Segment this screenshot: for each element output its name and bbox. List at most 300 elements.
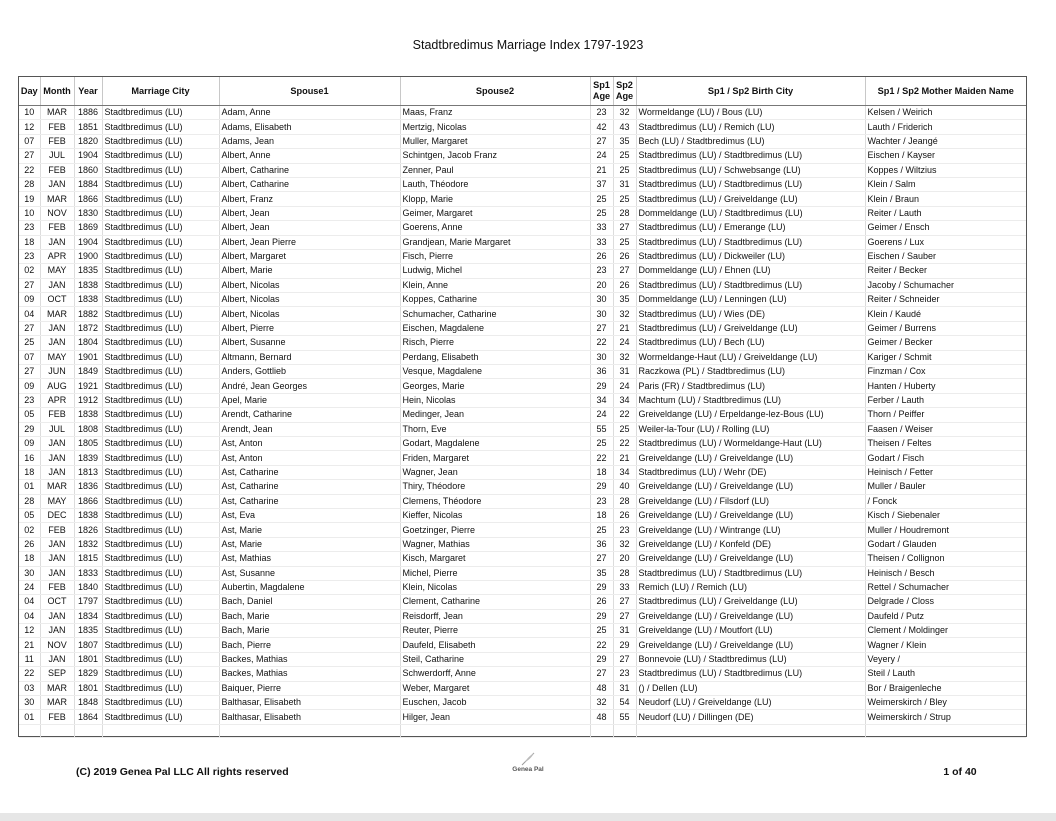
cell-sp1-age: 24 xyxy=(590,408,613,422)
cell-sp1-age: 22 xyxy=(590,638,613,652)
cell-year: 1838 xyxy=(74,278,102,292)
cell-spouse2: Koppes, Catharine xyxy=(400,293,590,307)
cell-sp1-age: 29 xyxy=(590,480,613,494)
cell-year: 1904 xyxy=(74,235,102,249)
cell-marriage-city: Stadtbredimus (LU) xyxy=(102,710,219,724)
cell-month: NOV xyxy=(40,206,74,220)
cell-birth-city: Neudorf (LU) / Greiveldange (LU) xyxy=(636,696,865,710)
table-row xyxy=(19,278,1026,292)
header-day: Day xyxy=(19,77,40,106)
cell-mother-maiden-name: Reiter / Becker xyxy=(865,264,1026,278)
cell-month: JAN xyxy=(40,177,74,191)
cell-mother-maiden-name: Heinisch / Fetter xyxy=(865,465,1026,479)
cell-birth-city: Stadtbredimus (LU) / Emerange (LU) xyxy=(636,221,865,235)
cell-sp2-age: 27 xyxy=(613,609,636,623)
cell-sp2-age: 34 xyxy=(613,465,636,479)
cell-spouse2: Reuter, Pierre xyxy=(400,624,590,638)
cell-spouse1: Albert, Nicolas xyxy=(219,278,400,292)
cell-month: JAN xyxy=(40,537,74,551)
cell-mother-maiden-name: Klein / Braun xyxy=(865,192,1026,206)
cell-birth-city: Stadtbredimus (LU) / Stadtbredimus (LU) xyxy=(636,177,865,191)
cell-sp1-age: 30 xyxy=(590,307,613,321)
cell-marriage-city: Stadtbredimus (LU) xyxy=(102,537,219,551)
table-filler-row xyxy=(19,724,1026,737)
table-row xyxy=(19,149,1026,163)
cell-sp1-age: 36 xyxy=(590,537,613,551)
cell-day: 05 xyxy=(19,408,40,422)
empty-cell xyxy=(219,724,400,737)
cell-day: 22 xyxy=(19,667,40,681)
cell-spouse1: Albert, Nicolas xyxy=(219,307,400,321)
cell-sp1-age: 29 xyxy=(590,652,613,666)
cell-month: FEB xyxy=(40,120,74,134)
cell-sp1-age: 20 xyxy=(590,278,613,292)
cell-sp2-age: 40 xyxy=(613,480,636,494)
cell-spouse1: Albert, Margaret xyxy=(219,249,400,263)
cell-day: 09 xyxy=(19,293,40,307)
cell-spouse2: Fisch, Pierre xyxy=(400,249,590,263)
cell-mother-maiden-name: Eischen / Kayser xyxy=(865,149,1026,163)
header-year: Year xyxy=(74,77,102,106)
cell-sp1-age: 22 xyxy=(590,451,613,465)
feather-icon xyxy=(519,752,537,766)
cell-sp1-age: 30 xyxy=(590,350,613,364)
cell-marriage-city: Stadtbredimus (LU) xyxy=(102,106,219,120)
cell-sp1-age: 18 xyxy=(590,508,613,522)
cell-mother-maiden-name: Kelsen / Weirich xyxy=(865,106,1026,120)
cell-mother-maiden-name: Eischen / Sauber xyxy=(865,249,1026,263)
table-row xyxy=(19,652,1026,666)
cell-month: JAN xyxy=(40,624,74,638)
cell-spouse2: Goerens, Anne xyxy=(400,221,590,235)
cell-marriage-city: Stadtbredimus (LU) xyxy=(102,149,219,163)
cell-sp2-age: 32 xyxy=(613,307,636,321)
cell-spouse2: Klein, Nicolas xyxy=(400,580,590,594)
cell-spouse2: Thorn, Eve xyxy=(400,422,590,436)
cell-day: 10 xyxy=(19,106,40,120)
cell-day: 04 xyxy=(19,307,40,321)
cell-sp1-age: 27 xyxy=(590,321,613,335)
table-row xyxy=(19,667,1026,681)
cell-spouse2: Perdang, Elisabeth xyxy=(400,350,590,364)
cell-mother-maiden-name: Theisen / Feltes xyxy=(865,436,1026,450)
table-row xyxy=(19,710,1026,724)
cell-day: 18 xyxy=(19,552,40,566)
cell-month: SEP xyxy=(40,667,74,681)
cell-mother-maiden-name: Steil / Lauth xyxy=(865,667,1026,681)
page-number: 1 of 40 xyxy=(943,766,977,778)
cell-mother-maiden-name: Geimer / Burrens xyxy=(865,321,1026,335)
table-row xyxy=(19,480,1026,494)
cell-birth-city: Greiveldange (LU) / Filsdorf (LU) xyxy=(636,494,865,508)
cell-birth-city: Stadtbredimus (LU) / Greiveldange (LU) xyxy=(636,321,865,335)
cell-marriage-city: Stadtbredimus (LU) xyxy=(102,624,219,638)
table-row xyxy=(19,595,1026,609)
cell-day: 02 xyxy=(19,523,40,537)
cell-marriage-city: Stadtbredimus (LU) xyxy=(102,465,219,479)
cell-marriage-city: Stadtbredimus (LU) xyxy=(102,192,219,206)
cell-spouse2: Clemens, Théodore xyxy=(400,494,590,508)
cell-year: 1851 xyxy=(74,120,102,134)
cell-month: FEB xyxy=(40,163,74,177)
cell-sp1-age: 37 xyxy=(590,177,613,191)
cell-spouse2: Mertzig, Nicolas xyxy=(400,120,590,134)
cell-year: 1839 xyxy=(74,451,102,465)
cell-month: MAR xyxy=(40,480,74,494)
cell-sp1-age: 25 xyxy=(590,624,613,638)
cell-spouse1: Albert, Susanne xyxy=(219,336,400,350)
cell-sp2-age: 31 xyxy=(613,177,636,191)
cell-birth-city: Stadtbredimus (LU) / Wormeldange-Haut (LU) xyxy=(636,436,865,450)
cell-birth-city: Greiveldange (LU) / Erpeldange-lez-Bous (LU) xyxy=(636,408,865,422)
cell-birth-city: Greiveldange (LU) / Greiveldange (LU) xyxy=(636,638,865,652)
header-marriage-city: Marriage City xyxy=(102,77,219,106)
cell-spouse2: Wagner, Jean xyxy=(400,465,590,479)
cell-spouse1: Albert, Jean xyxy=(219,206,400,220)
cell-spouse2: Goetzinger, Pierre xyxy=(400,523,590,537)
cell-marriage-city: Stadtbredimus (LU) xyxy=(102,652,219,666)
cell-marriage-city: Stadtbredimus (LU) xyxy=(102,365,219,379)
cell-marriage-city: Stadtbredimus (LU) xyxy=(102,134,219,148)
table-row xyxy=(19,192,1026,206)
cell-spouse1: Bach, Marie xyxy=(219,624,400,638)
cell-month: FEB xyxy=(40,580,74,594)
cell-sp1-age: 27 xyxy=(590,667,613,681)
cell-birth-city: Stadtbredimus (LU) / Dickweiler (LU) xyxy=(636,249,865,263)
cell-spouse2: Steil, Catharine xyxy=(400,652,590,666)
page-title: Stadtbredimus Marriage Index 1797-1923 xyxy=(412,38,644,52)
cell-year: 1836 xyxy=(74,480,102,494)
empty-cell xyxy=(613,724,636,737)
cell-mother-maiden-name: Weimerskirch / Bley xyxy=(865,696,1026,710)
cell-month: OCT xyxy=(40,595,74,609)
cell-spouse1: Anders, Gottlieb xyxy=(219,365,400,379)
cell-spouse2: Clement, Catharine xyxy=(400,595,590,609)
cell-mother-maiden-name: Clement / Moldinger xyxy=(865,624,1026,638)
logo-text: Genea Pal xyxy=(512,766,544,773)
cell-spouse1: Bach, Marie xyxy=(219,609,400,623)
cell-marriage-city: Stadtbredimus (LU) xyxy=(102,696,219,710)
cell-mother-maiden-name: Wachter / Jeangé xyxy=(865,134,1026,148)
cell-sp2-age: 27 xyxy=(613,652,636,666)
cell-day: 23 xyxy=(19,393,40,407)
cell-mother-maiden-name: Delgrade / Closs xyxy=(865,595,1026,609)
cell-spouse2: Friden, Margaret xyxy=(400,451,590,465)
cell-mother-maiden-name: Ferber / Lauth xyxy=(865,393,1026,407)
cell-day: 26 xyxy=(19,537,40,551)
cell-spouse2: Lauth, Théodore xyxy=(400,177,590,191)
cell-mother-maiden-name: Muller / Bauler xyxy=(865,480,1026,494)
cell-spouse2: Weber, Margaret xyxy=(400,681,590,695)
header-sp1-age-line1: Sp1 xyxy=(593,80,610,90)
cell-birth-city: Greiveldange (LU) / Konfeld (DE) xyxy=(636,537,865,551)
cell-birth-city: Paris (FR) / Stadtbredimus (LU) xyxy=(636,379,865,393)
header-sp2-age-line2: Age xyxy=(615,91,634,101)
cell-birth-city: Neudorf (LU) / Dillingen (DE) xyxy=(636,710,865,724)
cell-day: 18 xyxy=(19,465,40,479)
cell-sp2-age: 27 xyxy=(613,264,636,278)
table-row xyxy=(19,177,1026,191)
cell-mother-maiden-name: Muller / Houdremont xyxy=(865,523,1026,537)
cell-mother-maiden-name: Lauth / Friderich xyxy=(865,120,1026,134)
cell-spouse1: Ast, Susanne xyxy=(219,566,400,580)
cell-spouse1: Arendt, Catharine xyxy=(219,408,400,422)
header-birth-city: Sp1 / Sp2 Birth City xyxy=(636,77,865,106)
table-row xyxy=(19,494,1026,508)
cell-day: 07 xyxy=(19,134,40,148)
cell-sp2-age: 28 xyxy=(613,566,636,580)
cell-marriage-city: Stadtbredimus (LU) xyxy=(102,523,219,537)
cell-day: 04 xyxy=(19,595,40,609)
cell-marriage-city: Stadtbredimus (LU) xyxy=(102,249,219,263)
cell-month: MAR xyxy=(40,696,74,710)
cell-mother-maiden-name: Godart / Glauden xyxy=(865,537,1026,551)
cell-marriage-city: Stadtbredimus (LU) xyxy=(102,580,219,594)
cell-day: 23 xyxy=(19,221,40,235)
cell-sp2-age: 31 xyxy=(613,681,636,695)
cell-marriage-city: Stadtbredimus (LU) xyxy=(102,508,219,522)
cell-spouse1: Aubertin, Magdalene xyxy=(219,580,400,594)
cell-day: 27 xyxy=(19,365,40,379)
cell-marriage-city: Stadtbredimus (LU) xyxy=(102,393,219,407)
table-row xyxy=(19,336,1026,350)
table-row xyxy=(19,307,1026,321)
cell-sp2-age: 29 xyxy=(613,638,636,652)
cell-birth-city: Bonnevoie (LU) / Stadtbredimus (LU) xyxy=(636,652,865,666)
cell-spouse2: Geimer, Margaret xyxy=(400,206,590,220)
cell-birth-city: Dommeldange (LU) / Lenningen (LU) xyxy=(636,293,865,307)
table-row xyxy=(19,206,1026,220)
header-sp2-age xyxy=(613,77,636,106)
cell-mother-maiden-name: Veyery / xyxy=(865,652,1026,666)
cell-sp2-age: 28 xyxy=(613,494,636,508)
cell-sp1-age: 21 xyxy=(590,163,613,177)
table-row xyxy=(19,580,1026,594)
cell-marriage-city: Stadtbredimus (LU) xyxy=(102,408,219,422)
cell-mother-maiden-name: Thorn / Peiffer xyxy=(865,408,1026,422)
cell-day: 05 xyxy=(19,508,40,522)
cell-marriage-city: Stadtbredimus (LU) xyxy=(102,566,219,580)
cell-month: MAR xyxy=(40,106,74,120)
cell-month: JAN xyxy=(40,609,74,623)
cell-birth-city: Stadtbredimus (LU) / Greiveldange (LU) xyxy=(636,192,865,206)
cell-month: APR xyxy=(40,393,74,407)
cell-year: 1838 xyxy=(74,408,102,422)
cell-day: 16 xyxy=(19,451,40,465)
cell-day: 21 xyxy=(19,638,40,652)
cell-year: 1872 xyxy=(74,321,102,335)
cell-birth-city: () / Dellen (LU) xyxy=(636,681,865,695)
cell-day: 24 xyxy=(19,580,40,594)
cell-sp2-age: 26 xyxy=(613,508,636,522)
cell-sp2-age: 25 xyxy=(613,422,636,436)
empty-cell xyxy=(40,724,74,737)
table-row xyxy=(19,379,1026,393)
cell-month: FEB xyxy=(40,710,74,724)
cell-sp1-age: 27 xyxy=(590,134,613,148)
cell-day: 09 xyxy=(19,436,40,450)
cell-month: JAN xyxy=(40,321,74,335)
cell-birth-city: Greiveldange (LU) / Greiveldange (LU) xyxy=(636,609,865,623)
cell-sp2-age: 25 xyxy=(613,235,636,249)
cell-spouse1: Ast, Marie xyxy=(219,537,400,551)
cell-birth-city: Stadtbredimus (LU) / Stadtbredimus (LU) xyxy=(636,235,865,249)
cell-spouse1: Albert, Catharine xyxy=(219,177,400,191)
cell-birth-city: Stadtbredimus (LU) / Stadtbredimus (LU) xyxy=(636,667,865,681)
cell-marriage-city: Stadtbredimus (LU) xyxy=(102,595,219,609)
cell-year: 1835 xyxy=(74,264,102,278)
cell-marriage-city: Stadtbredimus (LU) xyxy=(102,379,219,393)
cell-spouse1: Arendt, Jean xyxy=(219,422,400,436)
cell-day: 11 xyxy=(19,652,40,666)
cell-month: AUG xyxy=(40,379,74,393)
empty-cell xyxy=(590,724,613,737)
cell-year: 1807 xyxy=(74,638,102,652)
cell-month: MAY xyxy=(40,264,74,278)
cell-spouse2: Maas, Franz xyxy=(400,106,590,120)
cell-day: 12 xyxy=(19,624,40,638)
cell-sp2-age: 32 xyxy=(613,350,636,364)
cell-month: JAN xyxy=(40,552,74,566)
header-spouse1: Spouse1 xyxy=(219,77,400,106)
cell-spouse2: Klopp, Marie xyxy=(400,192,590,206)
cell-year: 1804 xyxy=(74,336,102,350)
table-row xyxy=(19,537,1026,551)
cell-day: 29 xyxy=(19,422,40,436)
cell-spouse2: Klein, Anne xyxy=(400,278,590,292)
cell-year: 1904 xyxy=(74,149,102,163)
cell-spouse1: Albert, Catharine xyxy=(219,163,400,177)
cell-spouse2: Vesque, Magdalene xyxy=(400,365,590,379)
cell-year: 1901 xyxy=(74,350,102,364)
cell-month: JAN xyxy=(40,652,74,666)
cell-birth-city: Stadtbredimus (LU) / Greiveldange (LU) xyxy=(636,595,865,609)
cell-year: 1886 xyxy=(74,106,102,120)
empty-cell xyxy=(74,724,102,737)
cell-spouse1: Bach, Daniel xyxy=(219,595,400,609)
table-row xyxy=(19,249,1026,263)
cell-month: JAN xyxy=(40,566,74,580)
table-row xyxy=(19,365,1026,379)
cell-spouse1: Adam, Anne xyxy=(219,106,400,120)
cell-sp1-age: 25 xyxy=(590,523,613,537)
cell-sp2-age: 43 xyxy=(613,120,636,134)
cell-marriage-city: Stadtbredimus (LU) xyxy=(102,638,219,652)
cell-day: 02 xyxy=(19,264,40,278)
cell-mother-maiden-name: Heinisch / Besch xyxy=(865,566,1026,580)
table-row xyxy=(19,465,1026,479)
cell-birth-city: Greiveldange (LU) / Moutfort (LU) xyxy=(636,624,865,638)
cell-sp1-age: 27 xyxy=(590,552,613,566)
cell-year: 1829 xyxy=(74,667,102,681)
cell-mother-maiden-name: Hanten / Huberty xyxy=(865,379,1026,393)
cell-month: JUN xyxy=(40,365,74,379)
cell-mother-maiden-name: Koppes / Wiltzius xyxy=(865,163,1026,177)
cell-sp2-age: 26 xyxy=(613,278,636,292)
cell-year: 1835 xyxy=(74,624,102,638)
empty-cell xyxy=(636,724,865,737)
cell-year: 1834 xyxy=(74,609,102,623)
cell-spouse2: Muller, Margaret xyxy=(400,134,590,148)
cell-spouse1: Backes, Mathias xyxy=(219,652,400,666)
cell-mother-maiden-name: Kisch / Siebenaler xyxy=(865,508,1026,522)
cell-month: JAN xyxy=(40,235,74,249)
cell-sp1-age: 42 xyxy=(590,120,613,134)
header-mother-maiden-name: Sp1 / Sp2 Mother Maiden Name xyxy=(865,77,1026,106)
cell-sp1-age: 23 xyxy=(590,264,613,278)
cell-sp2-age: 35 xyxy=(613,293,636,307)
cell-marriage-city: Stadtbredimus (LU) xyxy=(102,321,219,335)
cell-birth-city: Greiveldange (LU) / Wintrange (LU) xyxy=(636,523,865,537)
table-row xyxy=(19,422,1026,436)
cell-spouse2: Schwerdorff, Anne xyxy=(400,667,590,681)
cell-mother-maiden-name: Klein / Salm xyxy=(865,177,1026,191)
cell-month: JAN xyxy=(40,436,74,450)
table-row xyxy=(19,264,1026,278)
cell-spouse1: Balthasar, Elisabeth xyxy=(219,696,400,710)
cell-sp2-age: 24 xyxy=(613,336,636,350)
cell-spouse1: Albert, Anne xyxy=(219,149,400,163)
cell-month: MAY xyxy=(40,350,74,364)
cell-sp1-age: 29 xyxy=(590,379,613,393)
cell-spouse1: Adams, Jean xyxy=(219,134,400,148)
cell-birth-city: Weiler-la-Tour (LU) / Rolling (LU) xyxy=(636,422,865,436)
cell-marriage-city: Stadtbredimus (LU) xyxy=(102,206,219,220)
cell-sp1-age: 25 xyxy=(590,206,613,220)
cell-day: 18 xyxy=(19,235,40,249)
cell-birth-city: Stadtbredimus (LU) / Stadtbredimus (LU) xyxy=(636,149,865,163)
cell-spouse1: Bach, Pierre xyxy=(219,638,400,652)
cell-spouse1: Ast, Anton xyxy=(219,436,400,450)
table-row xyxy=(19,696,1026,710)
cell-birth-city: Stadtbredimus (LU) / Stadtbredimus (LU) xyxy=(636,278,865,292)
table-row xyxy=(19,163,1026,177)
cell-year: 1808 xyxy=(74,422,102,436)
cell-spouse1: Ast, Catharine xyxy=(219,465,400,479)
cell-sp2-age: 32 xyxy=(613,537,636,551)
cell-year: 1838 xyxy=(74,508,102,522)
cell-spouse2: Thiry, Théodore xyxy=(400,480,590,494)
cell-spouse1: Ast, Catharine xyxy=(219,494,400,508)
table-row xyxy=(19,609,1026,623)
table-row xyxy=(19,350,1026,364)
cell-marriage-city: Stadtbredimus (LU) xyxy=(102,681,219,695)
cell-birth-city: Greiveldange (LU) / Greiveldange (LU) xyxy=(636,552,865,566)
cell-mother-maiden-name: Klein / Kaudé xyxy=(865,307,1026,321)
cell-sp2-age: 21 xyxy=(613,321,636,335)
cell-spouse1: Ast, Eva xyxy=(219,508,400,522)
cell-marriage-city: Stadtbredimus (LU) xyxy=(102,293,219,307)
cell-mother-maiden-name: Faasen / Weiser xyxy=(865,422,1026,436)
empty-cell xyxy=(865,724,1026,737)
cell-month: FEB xyxy=(40,221,74,235)
cell-spouse1: Albert, Jean xyxy=(219,221,400,235)
cell-spouse1: Ast, Mathias xyxy=(219,552,400,566)
cell-month: JUL xyxy=(40,422,74,436)
cell-marriage-city: Stadtbredimus (LU) xyxy=(102,422,219,436)
header-month: Month xyxy=(40,77,74,106)
cell-sp1-age: 48 xyxy=(590,710,613,724)
cell-spouse1: Apel, Marie xyxy=(219,393,400,407)
cell-month: JUL xyxy=(40,149,74,163)
cell-marriage-city: Stadtbredimus (LU) xyxy=(102,480,219,494)
cell-sp2-age: 24 xyxy=(613,379,636,393)
cell-sp2-age: 25 xyxy=(613,163,636,177)
table-row xyxy=(19,393,1026,407)
cell-marriage-city: Stadtbredimus (LU) xyxy=(102,350,219,364)
cell-spouse2: Georges, Marie xyxy=(400,379,590,393)
cell-mother-maiden-name: Reiter / Lauth xyxy=(865,206,1026,220)
